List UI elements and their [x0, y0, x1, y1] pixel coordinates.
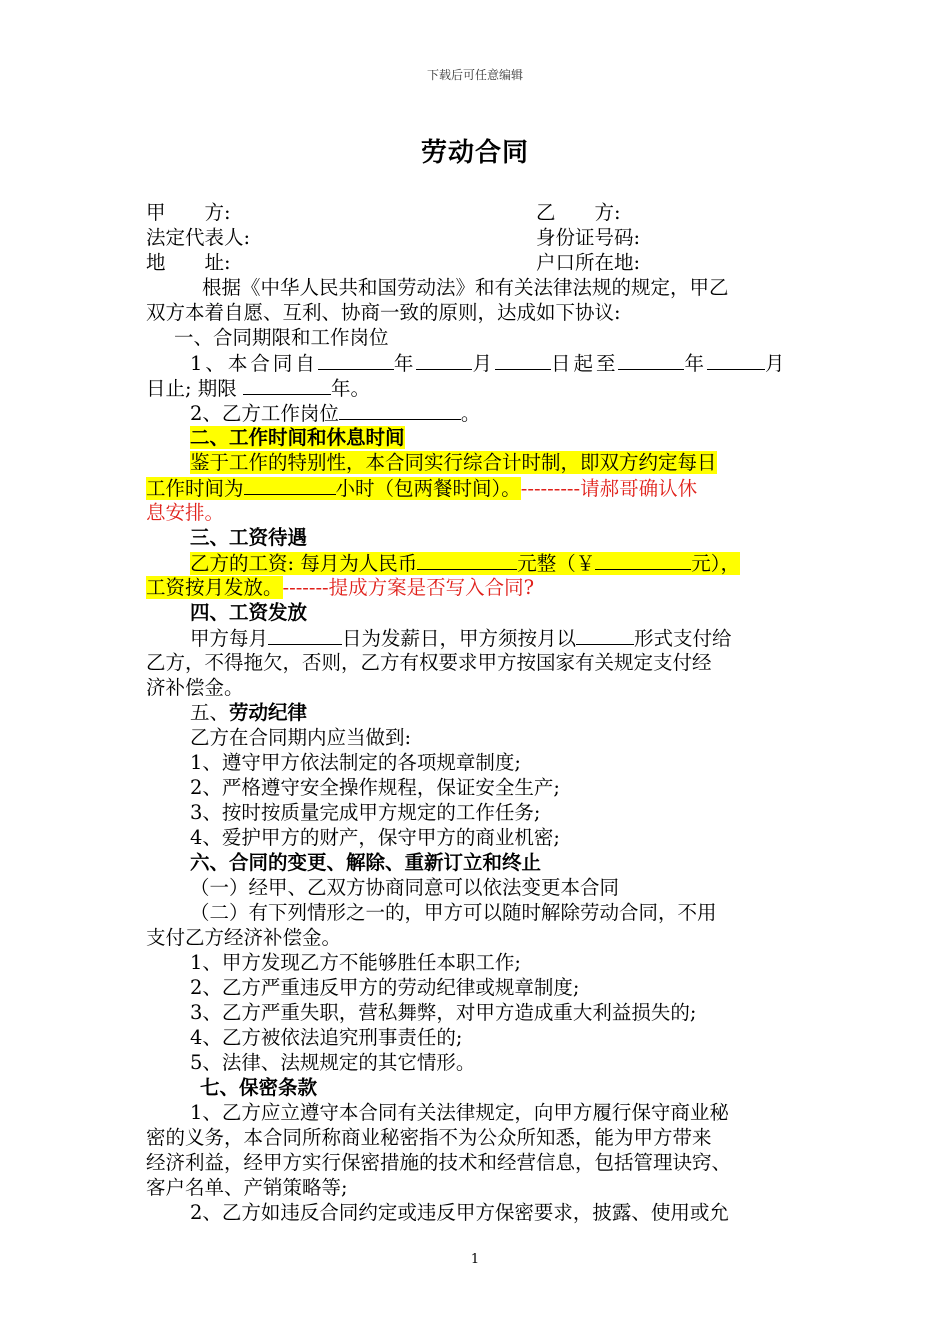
- party-row-1: [146, 200, 812, 225]
- legal-rep-label: 法定代表人:: [146, 226, 251, 249]
- party-a-label: 甲 方:: [146, 201, 231, 224]
- salary-highlight: [190, 552, 740, 575]
- termination-item: 5、法律、法规规定的其它情形。: [190, 1051, 476, 1074]
- salary-text: 元整（￥: [517, 552, 596, 575]
- position-text: 2、乙方工作岗位: [190, 402, 339, 425]
- discipline-intro: 乙方在合同期内应当做到:: [190, 726, 412, 749]
- party-row-3: [146, 250, 812, 275]
- discipline-item: 2、严格遵守安全操作规程，保证安全生产;: [190, 776, 560, 799]
- term-years-blank: [243, 375, 331, 395]
- section-5-num: 五、: [190, 701, 230, 724]
- page-number: 1: [470, 1252, 480, 1267]
- section-2-heading-text: 二、工作时间和休息时间: [190, 426, 405, 449]
- salary-text: 工资按月发放。: [146, 576, 283, 599]
- termination-item: 2、乙方严重违反甲方的劳动纪律或规章制度;: [190, 976, 580, 999]
- section-7-heading: 七、保密条款: [200, 1076, 318, 1099]
- term-text: 年: [684, 352, 707, 375]
- term-text: 年。: [330, 377, 370, 400]
- position-text: 。: [460, 402, 481, 425]
- term-text: 1、本合同自: [190, 352, 318, 375]
- termination-item: 4、乙方被依法追究刑事责任的;: [190, 1026, 463, 1049]
- change-clause-1: （一）经甲、乙双方协商同意可以依法变更本合同: [190, 876, 620, 899]
- id-number-label: 身份证号码:: [536, 226, 641, 249]
- payday-blank: [268, 625, 342, 645]
- salary-amount-blank: [417, 550, 517, 570]
- work-time-text: 鉴于工作的特别性，本合同实行综合计时制，即双方约定每日: [190, 451, 717, 474]
- start-day-blank: [495, 350, 551, 370]
- position-blank: [339, 400, 461, 420]
- section-4-heading: 四、工资发放: [190, 601, 308, 624]
- term-text: 月: [764, 352, 788, 375]
- salary-line-2: [146, 575, 812, 600]
- term-text: 月: [472, 352, 495, 375]
- change-clause-2-cont: 支付乙方经济补偿金。: [146, 926, 342, 949]
- party-row-2: [146, 225, 812, 250]
- change-clause-2: （二）有下列情形之一的，甲方可以随时解除劳动合同，不用: [190, 901, 717, 924]
- header-note: 下载后可任意编辑: [426, 68, 523, 82]
- section-1-heading: 一、合同期限和工作岗位: [174, 326, 389, 349]
- term-text: 日止; 期限: [146, 377, 237, 400]
- confidentiality-p1-l3: 经济利益，经甲方实行保密措施的技术和经营信息，包括管理诀窍、: [146, 1151, 732, 1174]
- address-label: 地 址:: [146, 251, 231, 274]
- termination-item: 3、乙方严重失职，营私舞弊，对甲方造成重大利益损失的;: [190, 1001, 697, 1024]
- confidentiality-p1-l4: 客户名单、产销策略等;: [146, 1176, 348, 1199]
- salary-text: 乙方的工资: 每月为人民币: [190, 552, 418, 575]
- position-clause: [146, 400, 812, 425]
- work-time-text: 工作时间为: [146, 477, 244, 500]
- salary-line-1: [146, 550, 812, 575]
- discipline-item: 3、按时按质量完成甲方规定的工作任务;: [190, 801, 541, 824]
- payment-line-1: [146, 625, 812, 650]
- review-note-cont: 息安排。: [146, 501, 225, 524]
- term-clause-line-2: [146, 375, 812, 400]
- section-3-heading: 三、工资待遇: [190, 526, 308, 549]
- confidentiality-p1-l2: 密的义务，本合同所称商业秘密指不为公众所知悉，能为甲方带来: [146, 1126, 712, 1149]
- section-5-title: 劳动纪律: [229, 701, 308, 724]
- payment-line-3: 济补偿金。: [146, 676, 244, 699]
- term-text: 年: [393, 352, 417, 375]
- end-month-blank: [707, 350, 765, 370]
- commission-note: -------提成方案是否写入合同?: [282, 576, 535, 599]
- intro-line-1: 根据《中华人民共和国劳动法》和有关法律法规的规定，甲乙: [202, 276, 729, 299]
- section-5-heading: [146, 700, 812, 725]
- salary-figure-blank: [595, 550, 691, 570]
- payment-method-blank: [576, 625, 634, 645]
- discipline-item: 1、遵守甲方依法制定的各项规章制度;: [190, 751, 521, 774]
- work-time-line-1: [146, 450, 812, 475]
- term-clause-line-1: [146, 350, 812, 375]
- review-note: ---------请郝哥确认休: [520, 477, 698, 500]
- payment-text: 甲方每月: [190, 627, 269, 650]
- work-time-line-2: [146, 475, 812, 500]
- intro-line-2: 双方本着自愿、互利、协商一致的原则，达成如下协议:: [146, 301, 621, 324]
- confidentiality-p2-l1: 2、乙方如违反合同约定或违反甲方保密要求，披露、使用或允: [190, 1201, 729, 1224]
- contract-body: [146, 200, 812, 1225]
- section-6-heading: 六、合同的变更、解除、重新订立和终止: [190, 851, 542, 874]
- discipline-item: 4、爱护甲方的财产，保守甲方的商业机密;: [190, 826, 560, 849]
- hukou-label: 户口所在地:: [536, 251, 641, 274]
- payment-line-2: 乙方，不得拖欠，否则，乙方有权要求甲方按国家有关规定支付经: [146, 651, 712, 674]
- confidentiality-p1-l1: 1、乙方应立遵守本合同有关法律规定，向甲方履行保守商业秘: [190, 1101, 729, 1124]
- party-b-label: 乙 方:: [536, 201, 621, 224]
- document-title: 劳动合同: [420, 138, 529, 168]
- section-2-heading: [146, 425, 812, 450]
- work-time-highlight: [146, 477, 521, 500]
- end-year-blank: [618, 350, 684, 370]
- payment-text: 形式支付给: [634, 627, 732, 650]
- termination-item: 1、甲方发现乙方不能够胜任本职工作;: [190, 951, 521, 974]
- start-month-blank: [416, 350, 472, 370]
- work-hours-blank: [244, 475, 336, 495]
- work-time-text: 小时（包两餐时间）。: [335, 477, 521, 500]
- payment-text: 日为发薪日，甲方须按月以: [342, 627, 577, 650]
- term-text: 日起至: [550, 352, 619, 375]
- start-year-blank: [318, 350, 394, 370]
- salary-text: 元），: [691, 552, 741, 575]
